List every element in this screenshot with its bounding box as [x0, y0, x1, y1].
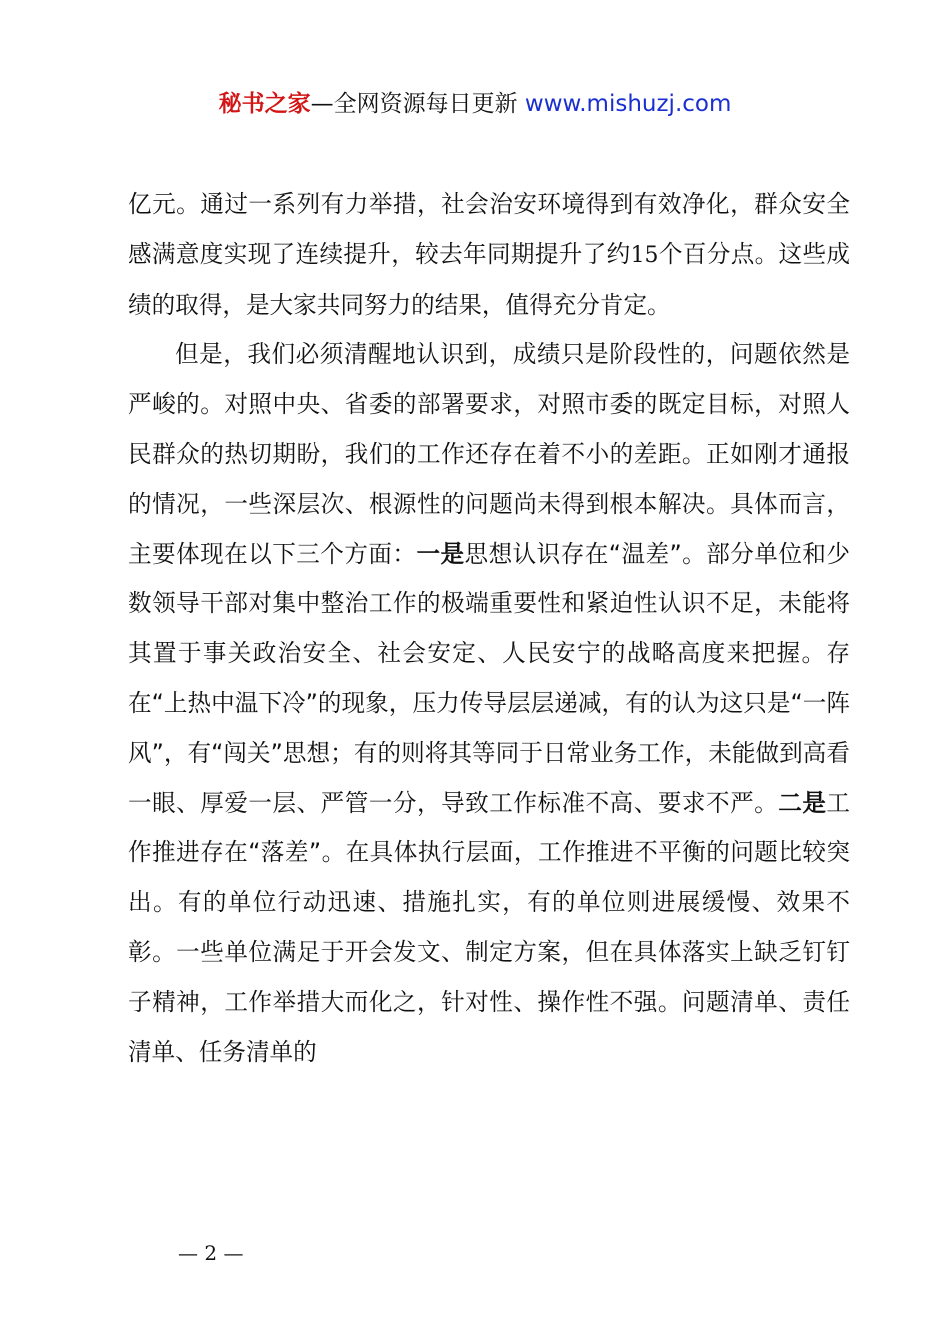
site-url-link[interactable]: www.mishuzj.com [524, 91, 732, 117]
paragraph-text: 但是，我们必须清醒地认识到，成绩只是阶段性的，问题依然是严峻的。对照中央、省委的部署要求，对照市委的既定目标，对照人民群众的热切期盼，我们的工作还存在着不小的差距。正如刚才通报的情况，一些深层次、根源性的问题尚未得到根本解决。具体而言，主要体现在以下三个方面： [128, 340, 850, 568]
point-marker-first: 一是 [416, 539, 465, 568]
paragraph-text: 个百分点。这些成绩的取得，是大家共同努力的结果，值得充分肯定。 [128, 239, 851, 319]
percent-number: 15 [630, 242, 659, 268]
paragraph-achievements [128, 180, 850, 330]
paragraph-text: 思想认识存在“温差”。部分单位和少数领导干部对集中整治工作的极端重要性和紧迫性认识不足，未能将其置于事关政治安全、社会安定、人民安宁的战略高度来把握。存在“上热中温下冷”的现象，压力传导层层递减，有的认为这只是“一阵风”，有“闯关”思想；有的则将其等同于日常业务工作，未能做到高看一眼、厚爱一层、严管一分，导致工作标准不高、要求不严。 [128, 539, 851, 817]
point-marker-second: 二是 [778, 788, 827, 817]
brand-name: 秘书之家 [218, 91, 311, 117]
document-body [128, 180, 850, 1077]
paragraph-text: 工作推进存在“落差”。在具体执行层面，工作推进不平衡的问题比较突出。有的单位行动迅速、措施扎实，有的单位则进展缓慢、效果不彰。一些单位满足于开会发文、制定方案，但在具体落实上缺乏钉钉子精神，工作举措大而化之，针对性、操作性不强。问题清单、责任清单、任务清单的 [128, 788, 851, 1066]
paragraph-problems [128, 330, 850, 1077]
banner-tagline: —全网资源每日更新 [310, 91, 518, 117]
site-banner [0, 86, 950, 122]
page-number: — 2 — [178, 1241, 244, 1265]
paragraph-text: 亿元。通过一系列有力举措，社会治安环境得到有效净化，群众安全感满意度实现了连续提升，较去年同期提升了约 [128, 190, 850, 268]
